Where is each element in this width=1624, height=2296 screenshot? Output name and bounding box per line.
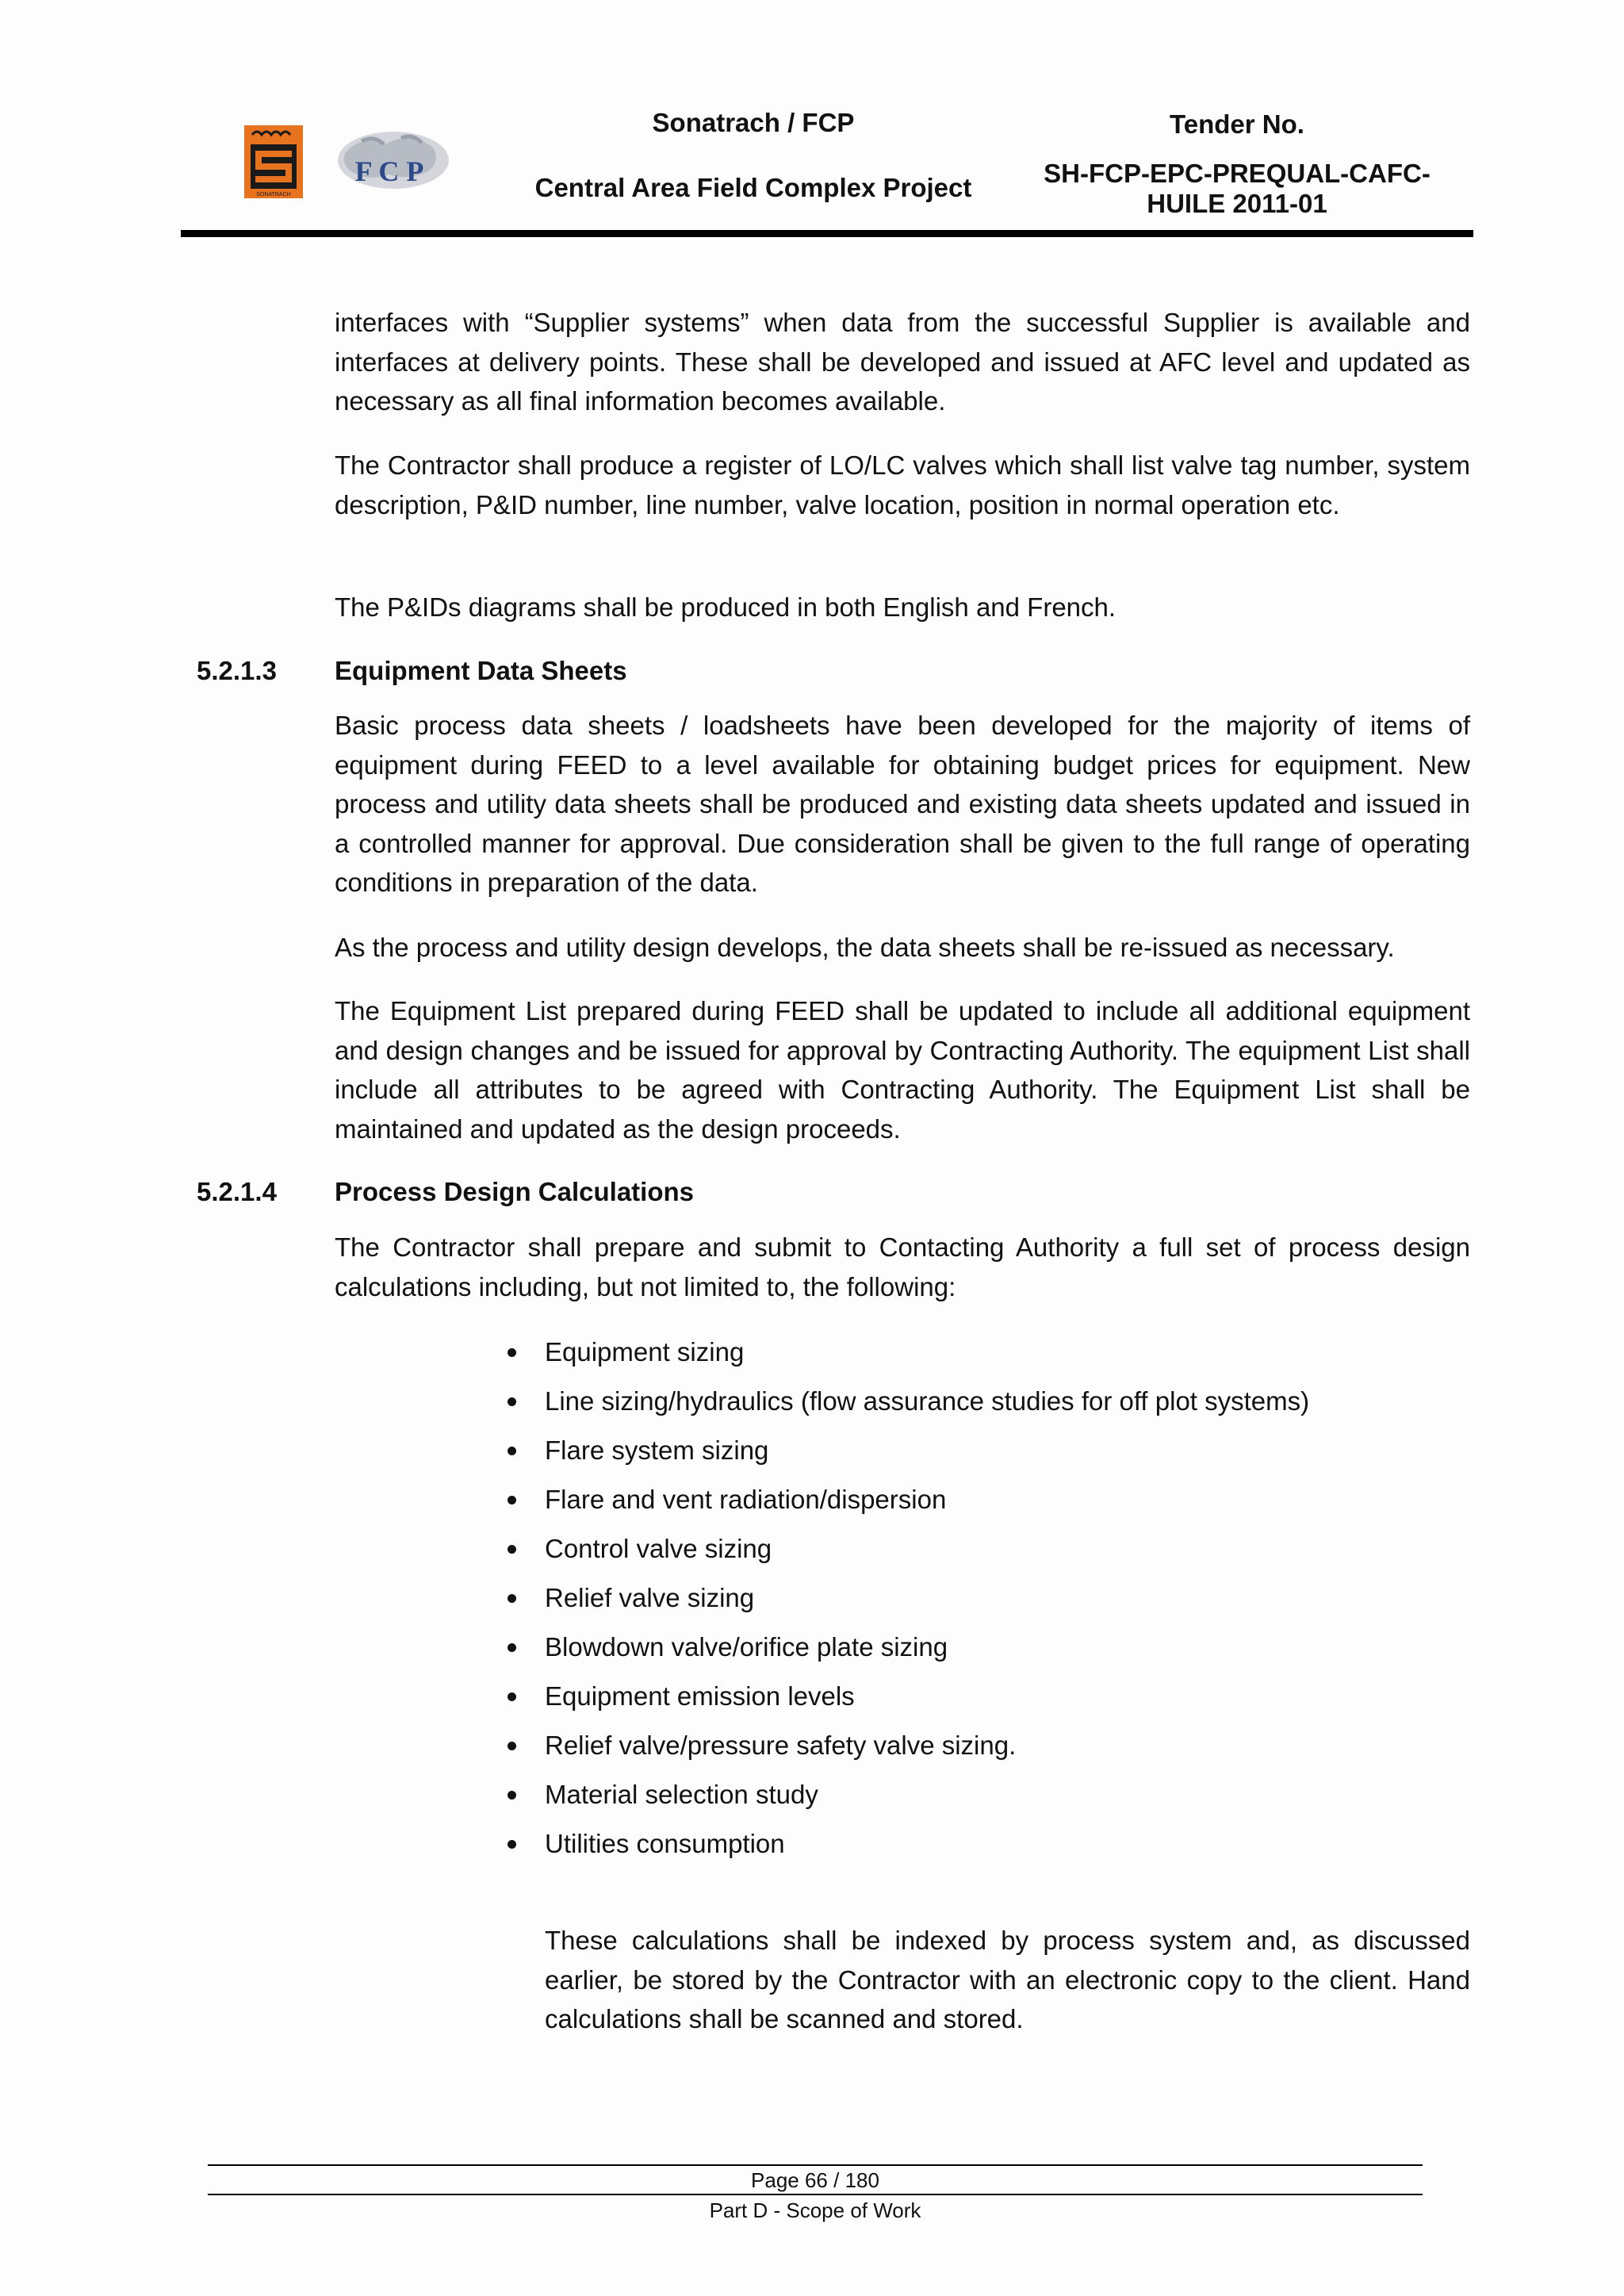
list-item: Equipment sizing <box>508 1332 1459 1382</box>
bullet-icon <box>508 1348 516 1357</box>
footer-document-part: Part D - Scope of Work <box>709 2198 921 2222</box>
bullet-icon <box>508 1496 516 1504</box>
list-item: Flare and vent radiation/dispersion <box>508 1480 1459 1529</box>
paragraph-reissue: As the process and utility design develops, the data sheets shall be re-issued as necessary. <box>335 933 1395 962</box>
header-divider <box>181 230 1473 237</box>
paragraph-calculations-intro: The Contractor shall prepare and submit to Contacting Authority a full set of process design calculations including, but not limited to, the following: <box>335 1232 1470 1301</box>
sonatrach-logo-text: SONATRACH <box>256 192 291 197</box>
section-title-equipment-data-sheets: Equipment Data Sheets <box>335 656 627 685</box>
bullet-icon <box>508 1594 516 1603</box>
section-number-5-2-1-4: 5.2.1.4 <box>197 1177 277 1206</box>
bullet-icon <box>508 1742 516 1750</box>
footer-page-number: Page 66 / 180 <box>751 2168 879 2192</box>
list-item: Line sizing/hydraulics (flow assurance studies for off plot systems) <box>508 1382 1459 1431</box>
paragraph-equipment-list: The Equipment List prepared during FEED shall be updated to include all additional equipment and design changes and be issued for approval by Contracting Authority. The equipment List shall include all attributes to be agreed with Contracting Authority. The Equipment List shall be maintained and updated as the design proceeds. <box>335 996 1470 1144</box>
section-title-process-design-calculations: Process Design Calculations <box>335 1177 694 1206</box>
list-item: Control valve sizing <box>508 1529 1459 1578</box>
paragraph-calculations-storage: These calculations shall be indexed by process system and, as discussed earlier, be stored by the Contractor with an electronic copy to the client. Hand calculations shall be scanned and stored. <box>545 1926 1470 2033</box>
paragraph-pid-languages: The P&IDs diagrams shall be produced in both English and French. <box>335 592 1116 622</box>
header-tender-number <box>1015 159 1459 219</box>
paragraph-interfaces: interfaces with “Supplier systems” when data from the successful Supplier is available and interfaces at delivery points. These shall be developed and issued at AFC level and updated as necessary as all final information becomes available. <box>335 308 1470 416</box>
bullet-icon <box>508 1791 516 1800</box>
bullet-icon <box>508 1397 516 1406</box>
list-item: Material selection study <box>508 1775 1459 1824</box>
tender-number-line2: HUILE 2011-01 <box>1147 189 1327 218</box>
header-project-title: Central Area Field Complex Project <box>534 173 972 202</box>
section-number-5-2-1-3: 5.2.1.3 <box>197 656 277 685</box>
header-tender-label: Tender No. <box>1170 109 1304 139</box>
list-item: Relief valve/pressure safety valve sizing. <box>508 1726 1459 1775</box>
bullet-icon <box>508 1545 516 1554</box>
tender-number-line1: SH-FCP-EPC-PREQUAL-CAFC- <box>1044 159 1431 188</box>
paragraph-basic-data-sheets: Basic process data sheets / loadsheets have been developed for the majority of items of equipment during FEED to a level available for obtaining budget prices for equipment. New process and utility data sheets shall be produced and existing data sheets updated and issued in a controlled manner for approval. Due consideration shall be given to the full range of operating conditions in preparation of the data. <box>335 711 1470 897</box>
list-item: Blowdown valve/orifice plate sizing <box>508 1627 1459 1677</box>
list-item: Utilities consumption <box>508 1824 1459 1873</box>
calculation-list <box>508 1332 1459 1873</box>
fcp-logo <box>330 128 449 200</box>
sonatrach-logo <box>244 125 303 198</box>
bullet-icon <box>508 1643 516 1652</box>
header-company: Sonatrach / FCP <box>652 108 855 137</box>
list-item: Relief valve sizing <box>508 1578 1459 1627</box>
list-item: Equipment emission levels <box>508 1677 1459 1726</box>
footer-divider-bottom <box>208 2194 1423 2195</box>
bullet-icon <box>508 1447 516 1455</box>
bullet-icon <box>508 1692 516 1701</box>
paragraph-valve-register: The Contractor shall produce a register of LO/LC valves which shall list valve tag number, system description, P&ID number, line number, valve location, position in normal operation etc. <box>335 450 1470 519</box>
footer-divider-top <box>208 2164 1423 2166</box>
list-item: Flare system sizing <box>508 1431 1459 1480</box>
bullet-icon <box>508 1840 516 1849</box>
fcp-logo-text: F C P <box>354 155 424 187</box>
